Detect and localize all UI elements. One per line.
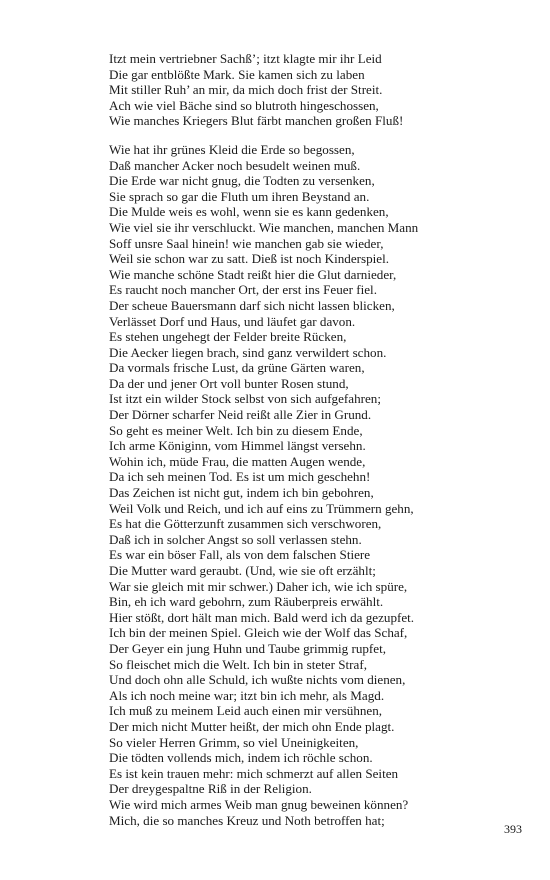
poem-line: Hier stößt, dort hält man mich. Bald werd ich da gezupfet. xyxy=(109,609,415,625)
poem-line: Daß mancher Acker noch besudelt weinen muß. xyxy=(109,157,361,173)
poem-line: Es war ein böser Fall, als von dem falschen Stiere xyxy=(109,547,371,563)
poem-line: Die Mutter ward geraubt. (Und, wie sie oft erzählt; xyxy=(109,563,376,578)
poem-line: Das Zeichen ist nicht gut, indem ich bin gebohren, xyxy=(109,485,374,501)
poem-line: Die Mulde weis es wohl, wenn sie es kann gedenken, xyxy=(109,204,389,220)
poem-line: Da vormals frische Lust, da grüne Gärten waren, xyxy=(109,360,365,376)
poem-line: Weil sie schon war zu satt. Dieß ist noch Kinderspiel. xyxy=(109,251,390,267)
stanza-1 xyxy=(109,51,509,129)
poem-line: Weil Volk und Reich, und ich auf eins zu Trümmern gehn, xyxy=(109,500,414,516)
poem-line: Soff unsre Saal hinein! wie manchen gab sie wieder, xyxy=(109,235,384,251)
poem-line: Die tödten vollends mich, indem ich röchle schon. xyxy=(109,750,373,766)
poem-line: Wie manches Kriegers Blut färbt manchen großen Fluß! xyxy=(109,113,404,129)
poem-line: Wie manche schöne Stadt reißt hier die Glut darnieder, xyxy=(109,266,397,282)
poem-line: Da ich seh meinen Tod. Es ist um mich geschehn! xyxy=(109,469,371,485)
poem-line: Ich bin der meinen Spiel. Gleich wie der Wolf das Schaf, xyxy=(109,625,408,641)
stanza-2 xyxy=(109,142,509,828)
poem-line: Da der und jener Ort voll bunter Rosen stund, xyxy=(109,375,349,391)
poem-line: Mit stiller Ruh’ an mir, da mich doch frist der Streit. xyxy=(109,82,383,98)
page-number: 393 xyxy=(504,822,522,836)
poem-line: Ach wie viel Bäche sind so blutroth hingeschossen, xyxy=(109,97,379,113)
poem-line: Es ist kein trauen mehr: mich schmerzt auf allen Seiten xyxy=(109,765,399,781)
poem-line: So fleischet mich die Welt. Ich bin in steter Straf, xyxy=(109,656,367,672)
poem-line: So geht es meiner Welt. Ich bin zu diesem Ende, xyxy=(109,422,363,438)
poem-line: Bin, eh ich ward gebohrn, zum Räuberpreis erwählt. xyxy=(109,594,384,610)
poem-line: Mich, die so manches Kreuz und Noth betroffen hat; xyxy=(109,812,385,828)
poem-line: Der dreygespaltne Riß in der Religion. xyxy=(109,781,312,797)
poem-line: Es raucht noch mancher Ort, der erst ins Feuer fiel. xyxy=(109,282,377,298)
poem-line: Der mich nicht Mutter heißt, der mich ohn Ende plagt. xyxy=(109,718,395,734)
poem-text xyxy=(109,51,509,828)
poem-line: Itzt mein vertriebner Sachß’; itzt klagte mir ihr Leid xyxy=(109,51,382,66)
poem-line: War sie gleich mit mir schwer.) Daher ich, wie ich spüre, xyxy=(109,578,408,594)
poem-line: Der scheue Bauersmann darf sich nicht lassen blicken, xyxy=(109,297,395,313)
poem-line: Und doch ohn alle Schuld, ich wußte nichts vom dienen, xyxy=(109,672,406,688)
poem-line: Es hat die Götterzunft zusammen sich verschworen, xyxy=(109,516,382,532)
poem-line: Es stehen ungehegt der Felder breite Rücken, xyxy=(109,329,347,345)
poem-line: Der Geyer ein jung Huhn und Taube grimmig rupfet, xyxy=(109,640,387,656)
poem-line: So vieler Herren Grimm, so viel Uneinigkeiten, xyxy=(109,734,359,750)
poem-line: Die Erde war nicht gnug, die Todten zu versenken, xyxy=(109,173,375,189)
poem-line: Wie viel sie ihr verschluckt. Wie manchen, manchen Mann xyxy=(109,219,419,235)
poem-line: Die gar entblößte Mark. Sie kamen sich zu laben xyxy=(109,66,365,82)
poem-line: Wohin ich, müde Frau, die matten Augen wende, xyxy=(109,453,366,469)
poem-line: Verlässet Dorf und Haus, und läufet gar davon. xyxy=(109,313,356,329)
poem-line: Wie hat ihr grünes Kleid die Erde so begossen, xyxy=(109,141,355,157)
poem-line: Als ich noch meine war; itzt bin ich mehr, als Magd. xyxy=(109,687,385,703)
poem-line: Sie sprach so gar die Fluth um ihren Beystand an. xyxy=(109,188,370,204)
poem-line: Der Dörner scharfer Neid reißt alle Zier in Grund. xyxy=(109,407,372,423)
poem-line: Ist itzt ein wilder Stock selbst von sich aufgefahren; xyxy=(109,391,381,407)
poem-line: Wie wird mich armes Weib man gnug beweinen können? xyxy=(109,796,409,812)
poem-line: Ich arme Königinn, vom Himmel längst versehn. xyxy=(109,438,366,454)
poem-line: Daß ich in solcher Angst so soll verlassen stehn. xyxy=(109,531,362,547)
poem-line: Die Aecker liegen brach, sind ganz verwildert schon. xyxy=(109,344,387,360)
poem-line: Ich muß zu meinem Leid auch einen mir versühnen, xyxy=(109,703,383,719)
